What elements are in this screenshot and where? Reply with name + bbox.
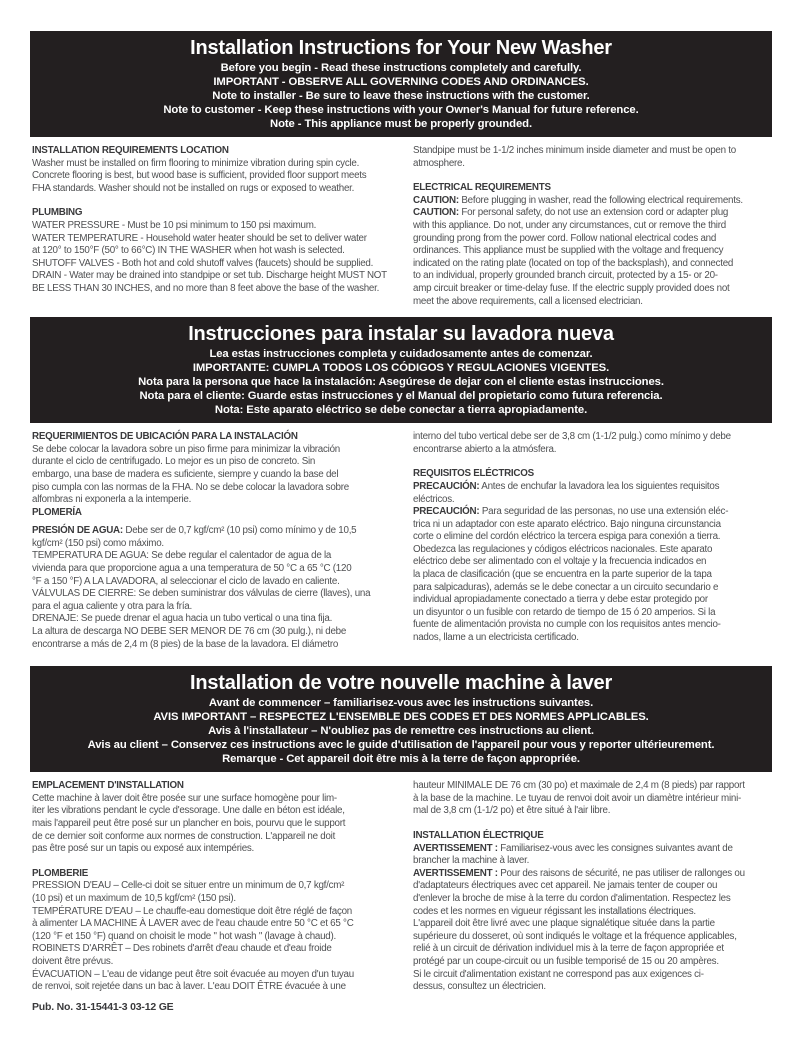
text-line: IMPORTANT - OBSERVE ALL GOVERNING CODES AND ORDINANCES. <box>213 76 589 88</box>
text-line: Avis à l'installateur – N'oubliez pas de remettre ces instructions au client. <box>208 725 594 738</box>
text-line: BE LESS THAN 30 INCHES, and no more than 8 feet above the base of the washer. <box>32 282 380 294</box>
text-line: ordinances. This appliance must be supplied with the voltage and frequency <box>413 245 724 257</box>
text-line: relié à un circuit de dérivation individuel mis à la terre de façon appropriée et <box>413 943 724 955</box>
text-line: Cette machine à laver doit être posée sur une surface homogène pour lim- <box>32 792 337 804</box>
text-line: IMPORTANTE: CUMPLA TODOS LOS CÓDIGOS Y REGULACIONES VIGENTES. <box>192 362 610 375</box>
banner-spanish <box>30 317 772 423</box>
text-line: grounding prong from the power cord. Follow national electrical codes and <box>413 232 717 244</box>
block-heading: INSTALLATION ÉLECTRIQUE <box>413 830 544 841</box>
text-line: SHUTOFF VALVES - Both hot and cold shutoff valves (faucets) should be supplied. <box>32 257 374 269</box>
column-right-english <box>413 145 778 308</box>
text-line: Nota: Este aparato eléctrico se debe conectar a tierra apropiadamente. <box>214 404 588 417</box>
block-heading: EMPLACEMENT D'INSTALLATION <box>32 780 184 792</box>
text-line: kgf/cm² (150 psi) como máximo. <box>32 537 164 549</box>
text-line: d'adaptateurs électriques avec cet appareil. Ne jamais tenter de couper ou <box>413 880 718 892</box>
text-line: Nota para la persona que hace la instalación: Asegúrese de dejar con el cliente estas instrucciones. <box>138 376 664 389</box>
text-line: encontrarse abierto a la atmósfera. <box>413 443 557 455</box>
text-line: AVERTISSEMENT : Pour des raisons de sécurité, ne pas utiliser de rallonges ou <box>413 867 745 879</box>
columns-spanish <box>32 431 778 651</box>
text-block <box>413 780 778 818</box>
column-left-french <box>32 780 397 994</box>
column-right-french <box>413 780 778 994</box>
text-block <box>32 525 397 651</box>
column-left-english <box>32 145 397 308</box>
text-line: à la base de la machine. Le tuyau de renvoi doit avoir un diamètre intérieur mini- <box>413 792 742 804</box>
banner-notes-spanish <box>36 347 766 417</box>
text-line: iter les vibrations pendant le cycle d'essorage. Une dalle en béton est idéale, <box>32 805 345 817</box>
text-line: un disyuntor o un fusible con retardo de tiempo de 15 ó 20 amperios. Si la <box>413 606 716 618</box>
text-line: Si le circuit d'alimentation existant ne correspond pas aux exigences ci- <box>413 968 704 980</box>
text-block <box>32 145 397 195</box>
text-line: Obedezca las regulaciones y códigos eléctricos nacionales. Este aparato <box>413 543 713 555</box>
text-line: to an individual, properly grounded branch circuit, protected by a 15- or 20- <box>413 270 718 282</box>
text-line: L'appareil doit être livré avec une plaque signalétique située dans la partie <box>413 918 715 930</box>
block-heading: INSTALLATION REQUIREMENTS LOCATION <box>32 145 229 156</box>
text-line: DRAIN - Water may be drained into standpipe or set tub. Discharge height MUST NOT <box>32 270 387 282</box>
text-line: mais l'appareil peut être posé sur un plancher en bois, pourvu que le support <box>32 818 346 829</box>
text-line: dessus, consultez un électricien. <box>413 981 546 993</box>
text-line: doivent être prévus. <box>32 955 114 967</box>
text-line: La altura de descarga NO DEBE SER MENOR DE 76 cm (30 pulg.), ni debe <box>32 626 347 638</box>
banner-title-english: Installation Instructions for Your New Washer <box>190 37 612 59</box>
text-block <box>32 868 397 994</box>
text-line: atmosphere. <box>413 157 465 169</box>
column-right-spanish <box>413 431 778 651</box>
block-heading: REQUISITOS ELÉCTRICOS <box>413 468 534 480</box>
text-line: Standpipe must be 1-1/2 inches minimum inside diameter and must be open to <box>413 145 736 156</box>
text-block <box>413 830 778 994</box>
text-line: mal de 3,8 cm (1-1/2 po) et être situé à l'air libre. <box>413 805 611 817</box>
text-line: amp circuit breaker or time-delay fuse. If the electric supply provided does not <box>413 282 730 294</box>
text-line: nados, llame a un electricista certificado. <box>413 632 579 644</box>
section-french <box>0 666 802 994</box>
text-line: (120 °F et 150 °F) quand on choisit le mode " hot wash " (lavage à chaud). <box>32 930 336 942</box>
text-line: protégé par un coupe-circuit ou un fusible temporisé de 15 ou 20 ampères. <box>413 955 719 967</box>
text-block <box>32 780 397 856</box>
text-line: trica ni un adaptador con este aparato eléctrico. Bajo ninguna circunstancia <box>413 518 721 530</box>
text-line: AVIS IMPORTANT – RESPECTEZ L'ENSEMBLE DES CODES ET DES NORMES APPLICABLES. <box>153 711 649 724</box>
block-heading: PLUMBING <box>32 207 83 219</box>
text-line: FHA standards. Washer should not be installed on rugs or exposed to weather. <box>32 182 355 194</box>
text-line: para salpicaduras), además se le debe conectar a un circuito secundario e <box>413 581 719 593</box>
text-line: Before you begin - Read these instructions completely and carefully. <box>220 62 582 74</box>
text-line: piso cumpla con las normas de la FHA. No se debe colocar la lavadora sobre <box>32 481 349 493</box>
text-line: ROBINETS D'ARRÊT – Des robinets d'arrêt d'eau chaude et d'eau froide <box>32 943 332 955</box>
text-line: VÁLVULAS DE CIERRE: Se deben suministrar dos válvulas de cierre (llaves), una <box>32 588 371 600</box>
text-block <box>413 468 778 644</box>
text-block <box>32 431 397 507</box>
text-line: pas être posé sur un tapis ou exposé aux intempéries. <box>32 843 255 855</box>
text-line: Note to installer - Be sure to leave these instructions with the customer. <box>212 90 590 102</box>
text-line: eléctrico debe ser alimentado con el voltaje y la frecuencia indicados en <box>413 556 707 568</box>
text-line: à alimenter LA MACHINE À LAVER avec de l'eau chaude entre 50 °C et 65 °C <box>32 918 354 930</box>
text-line: brancher la machine à laver. <box>413 855 530 867</box>
columns-french <box>32 780 778 994</box>
text-line: DRENAJE: Se puede drenar el agua hacia un tubo vertical o una tina fija. <box>32 613 333 625</box>
text-line: TEMPÉRATURE D'EAU – Le chauffe-eau domestique doit être réglé de façon <box>32 905 352 917</box>
publication-number: Pub. No. 31-15441-3 03-12 GE <box>32 1000 174 1013</box>
text-line: fuente de alimentación provista no cumple con los requisitos antes mencio- <box>413 619 721 631</box>
block-heading: PLOMBERIE <box>32 867 88 879</box>
text-block <box>32 507 397 520</box>
text-line: supérieure du dosseret, où sont indiqués le voltage et la fréquence applicables, <box>413 930 737 942</box>
section-spanish <box>0 317 802 651</box>
banner-notes-french <box>36 696 766 766</box>
text-line: CAUTION: For personal safety, do not use an extension cord or adapter plug <box>413 207 729 219</box>
text-line: PRECAUCIÓN: Para seguridad de las personas, no use una extensión eléc- <box>413 506 729 518</box>
text-line: d'enlever la broche de mise à la terre du cordon d'alimentation. Respectez les <box>413 892 731 904</box>
text-line: de ce dernier soit conforme aux normes de construction. L'appareil ne doit <box>32 830 336 842</box>
block-heading: PLOMERÍA <box>32 506 82 518</box>
text-line: Avant de commencer – familiarisez-vous avec les instructions suivantes. <box>208 697 594 710</box>
text-line: encontrarse a más de 2,4 m (8 pies) de la base de la lavadora. El diámetro <box>32 638 339 650</box>
text-line: PRESIÓN DE AGUA: Debe ser de 0,7 kgf/cm² (10 psi) como mínimo y de 10,5 <box>32 525 357 537</box>
text-line: ÉVACUATION – L'eau de vidange peut être soit évacuée au moyen d'un tuyau <box>32 968 354 980</box>
text-line: alfombras ni exponerla a la intemperie. <box>32 494 192 506</box>
text-line: corte o elimine del cordón eléctrico la tercera espiga para conexión a tierra. <box>413 531 721 543</box>
text-line: PRESSION D'EAU – Celle-ci doit se situer entre un minimum de 0,7 kgf/cm² <box>32 880 345 892</box>
text-line: at 120° to 150°F (50° to 66°C) IN THE WASHER when hot wash is selected. <box>32 245 345 257</box>
text-line: para el agua caliente y otra para la fría. <box>32 600 192 612</box>
text-block <box>413 182 778 308</box>
text-line: Remarque - Cet appareil doit être mis à la terre de façon appropriée. <box>222 753 580 766</box>
text-line: with this appliance. Do not, under any circumstances, cut or remove the third <box>413 219 726 231</box>
text-line: (10 psi) et un maximum de 10,5 kgf/cm² (150 psi). <box>32 892 236 904</box>
text-line: AVERTISSEMENT : Familiarisez-vous avec les consignes suivantes avant de <box>413 842 733 854</box>
column-left-spanish <box>32 431 397 651</box>
text-line: CAUTION: Before plugging in washer, read the following electrical requirements. <box>413 194 743 206</box>
text-line: Note to customer - Keep these instructions with your Owner's Manual for future reference. <box>163 104 639 116</box>
text-line: individual apropiadamente conectado a tierra y debe estar protegido por <box>413 594 708 606</box>
text-line: interno del tubo vertical debe ser de 3,8 cm (1-1/2 pulg.) como mínimo y debe <box>413 431 731 443</box>
text-line: embargo, una base de madera es suficiente, siempre y cuando la base del <box>32 468 339 480</box>
section-english <box>0 31 802 308</box>
text-line: Nota para el cliente: Guarde estas instrucciones y el Manual del propietario como futura referencia. <box>139 390 663 403</box>
text-line: de renvoi, soit rejetée dans un bac à laver. L'eau DOIT ÊTRE évacuée à une <box>32 981 346 993</box>
text-line: Washer must be installed on firm flooring to minimize vibration during spin cycle. <box>32 157 360 169</box>
block-heading: ELECTRICAL REQUIREMENTS <box>413 182 551 194</box>
text-line: hauteur MINIMALE DE 76 cm (30 po) et maximale de 2,4 m (8 pieds) par rapport <box>413 780 745 792</box>
text-line: WATER TEMPERATURE - Household water heater should be set to deliver water <box>32 232 367 244</box>
text-line: °F a 150 °F) A LA LAVADORA, al seleccionar el ciclo de lavado en caliente. <box>32 575 340 587</box>
text-line: indicated on the rating plate (located on top of the backsplash), and connected <box>413 257 734 269</box>
text-line: TEMPERATURA DE AGUA: Se debe regular el calentador de agua de la <box>32 550 332 562</box>
banner-notes-english <box>36 61 766 131</box>
text-line: la placa de clasificación (que se encuentra en la parte superior de la tapa <box>413 569 712 581</box>
text-line: Avis au client – Conservez ces instructions avec le guide d'utilisation de l'appareil pour vous y reporter ultérieurement. <box>87 739 715 752</box>
banner-french <box>30 666 772 772</box>
block-heading: REQUERIMIENTOS DE UBICACIÓN PARA LA INSTALACIÓN <box>32 431 298 443</box>
banner-title-french: Installation de votre nouvelle machine à laver <box>189 672 613 695</box>
text-line: eléctricos. <box>413 493 455 505</box>
text-line: Lea estas instrucciones completa y cuidadosamente antes de comenzar. <box>209 348 593 361</box>
text-line: codes et les normes en vigueur régissant les installations électriques. <box>413 905 696 917</box>
text-line: meet the above requirements, call a licensed electrician. <box>413 295 643 307</box>
banner-title-spanish: Instrucciones para instalar su lavadora nueva <box>188 323 614 346</box>
text-line: WATER PRESSURE - Must be 10 psi minimum to 150 psi maximum. <box>32 219 317 231</box>
text-line: Note - This appliance must be properly grounded. <box>270 118 532 130</box>
text-line: Se debe colocar la lavadora sobre un piso firme para minimizar la vibración <box>32 443 340 455</box>
columns-english <box>32 145 778 308</box>
text-block <box>32 207 397 295</box>
text-line: PRECAUCIÓN: Antes de enchufar la lavadora lea los siguientes requisitos <box>413 480 720 492</box>
text-line: vivienda para que proporcione agua a una temperatura de 50 °C a 65 °C (120 <box>32 563 352 575</box>
text-line: durante el ciclo de centrifugado. Lo mejor es un piso de concreto. Sin <box>32 456 316 468</box>
text-line: Concrete flooring is best, but wood base is sufficient, provided floor support meets <box>32 170 367 182</box>
text-block <box>413 145 778 170</box>
text-block <box>413 431 778 456</box>
banner-english <box>30 31 772 137</box>
